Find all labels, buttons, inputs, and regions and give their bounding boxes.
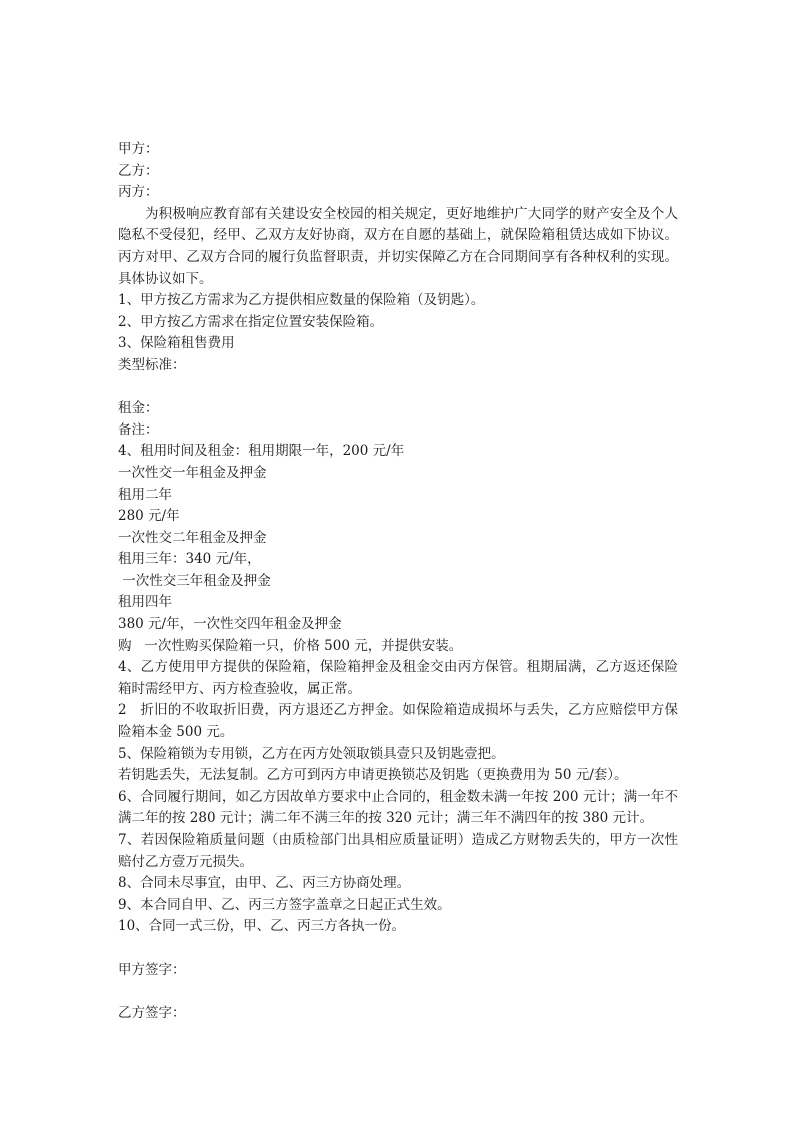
blank-line xyxy=(118,377,678,399)
blank-line xyxy=(118,981,678,1003)
party-b-signature-label: 乙方签字： xyxy=(118,1004,186,1021)
clause-depreciation: 2 折旧的不收取折旧费，丙方退还乙方押金。如保险箱造成损坏与丢失，乙方应赔偿甲方保险箱本金 500 元。 xyxy=(118,702,678,741)
contract-document xyxy=(118,139,678,1024)
party-a-line: 甲方： xyxy=(118,141,159,157)
remark-label: 备注： xyxy=(118,421,159,438)
clause-5: 5、保险箱锁为专用锁，乙方在丙方处领取锁具壹只及钥匙壹把。 xyxy=(118,745,505,762)
clause-2: 2、甲方按乙方需求在指定位置安装保险箱。 xyxy=(118,313,384,330)
key-loss-line: 若钥匙丢失，无法复制。乙方可到丙方申请更换锁芯及钥匙（更换费用为 50 元/套）。 xyxy=(118,767,628,784)
rent-label: 租金： xyxy=(118,400,159,417)
clause-10: 10、合同一式三份，甲、乙、丙三方各执一份。 xyxy=(118,918,406,935)
clause-1: 1、甲方按乙方需求为乙方提供相应数量的保险箱（及钥匙）。 xyxy=(118,292,485,309)
party-a-signature-label: 甲方签字： xyxy=(118,961,186,978)
clause-3: 3、保险箱租售费用 xyxy=(118,335,235,352)
clause-9: 9、本合同自甲、乙、丙三方签字盖章之日起正式生效。 xyxy=(118,896,451,913)
rent-term-3-years: 租用三年：340 元/年， xyxy=(118,551,261,568)
clause-8: 8、合同未尽事宜，由甲、乙、丙三方协商处理。 xyxy=(118,875,411,892)
rent-term-4-years: 租用四年 xyxy=(118,594,172,611)
clause-6: 6、合同履行期间，如乙方因故单方要求中止合同的，租金数未满一年按 200 元计；满一年不满二年的按 280 元计；满二年不满三年的按 320 元计；满三年不满四年的按 380 元计。 xyxy=(118,788,678,827)
blank-line xyxy=(118,938,678,960)
rent-note-2-years: 一次性交二年租金及押金 xyxy=(118,529,267,546)
rent-price-4-years: 380 元/年，一次性交四年租金及押金 xyxy=(118,616,342,633)
rent-term-2-years: 租用二年 xyxy=(118,486,172,503)
party-b-line: 乙方： xyxy=(118,162,159,179)
rent-note-1-year: 一次性交一年租金及押金 xyxy=(118,464,267,481)
clause-7: 7、若因保险箱质量问题（由质检部门出具相应质量证明）造成乙方财物丢失的，甲方一次性赔付乙方壹万元损失。 xyxy=(118,832,678,870)
clause-4-rent-term: 4、租用时间及租金：租用期限一年，200 元/年 xyxy=(118,443,405,460)
purchase-line: 购 一次性购买保险箱一只，价格 500 元，并提供安装。 xyxy=(118,637,463,654)
rent-price-2-years: 280 元/年 xyxy=(118,508,180,525)
rent-note-3-years: 一次性交三年租金及押金 xyxy=(118,572,271,589)
clause-4-deposit: 4、乙方使用甲方提供的保险箱，保险箱押金及租金交由丙方保管。租期届满，乙方返还保险箱时需经甲方、丙方检查验收，属正常。 xyxy=(118,659,678,697)
party-c-line: 丙方： xyxy=(118,184,159,201)
type-standard-label: 类型标准： xyxy=(118,356,186,373)
preamble-paragraph: 为积极响应教育部有关建设安全校园的相关规定，更好地维护广大同学的财产安全及个人隐私不受侵犯，经甲、乙双方友好协商，双方在自愿的基础上，就保险箱租赁达成如下协议。丙方对甲、乙双方合同的履行负监督职责，并切实保障乙方在合同期间享有各种权利的实现。具体协议如下。 xyxy=(118,205,678,287)
